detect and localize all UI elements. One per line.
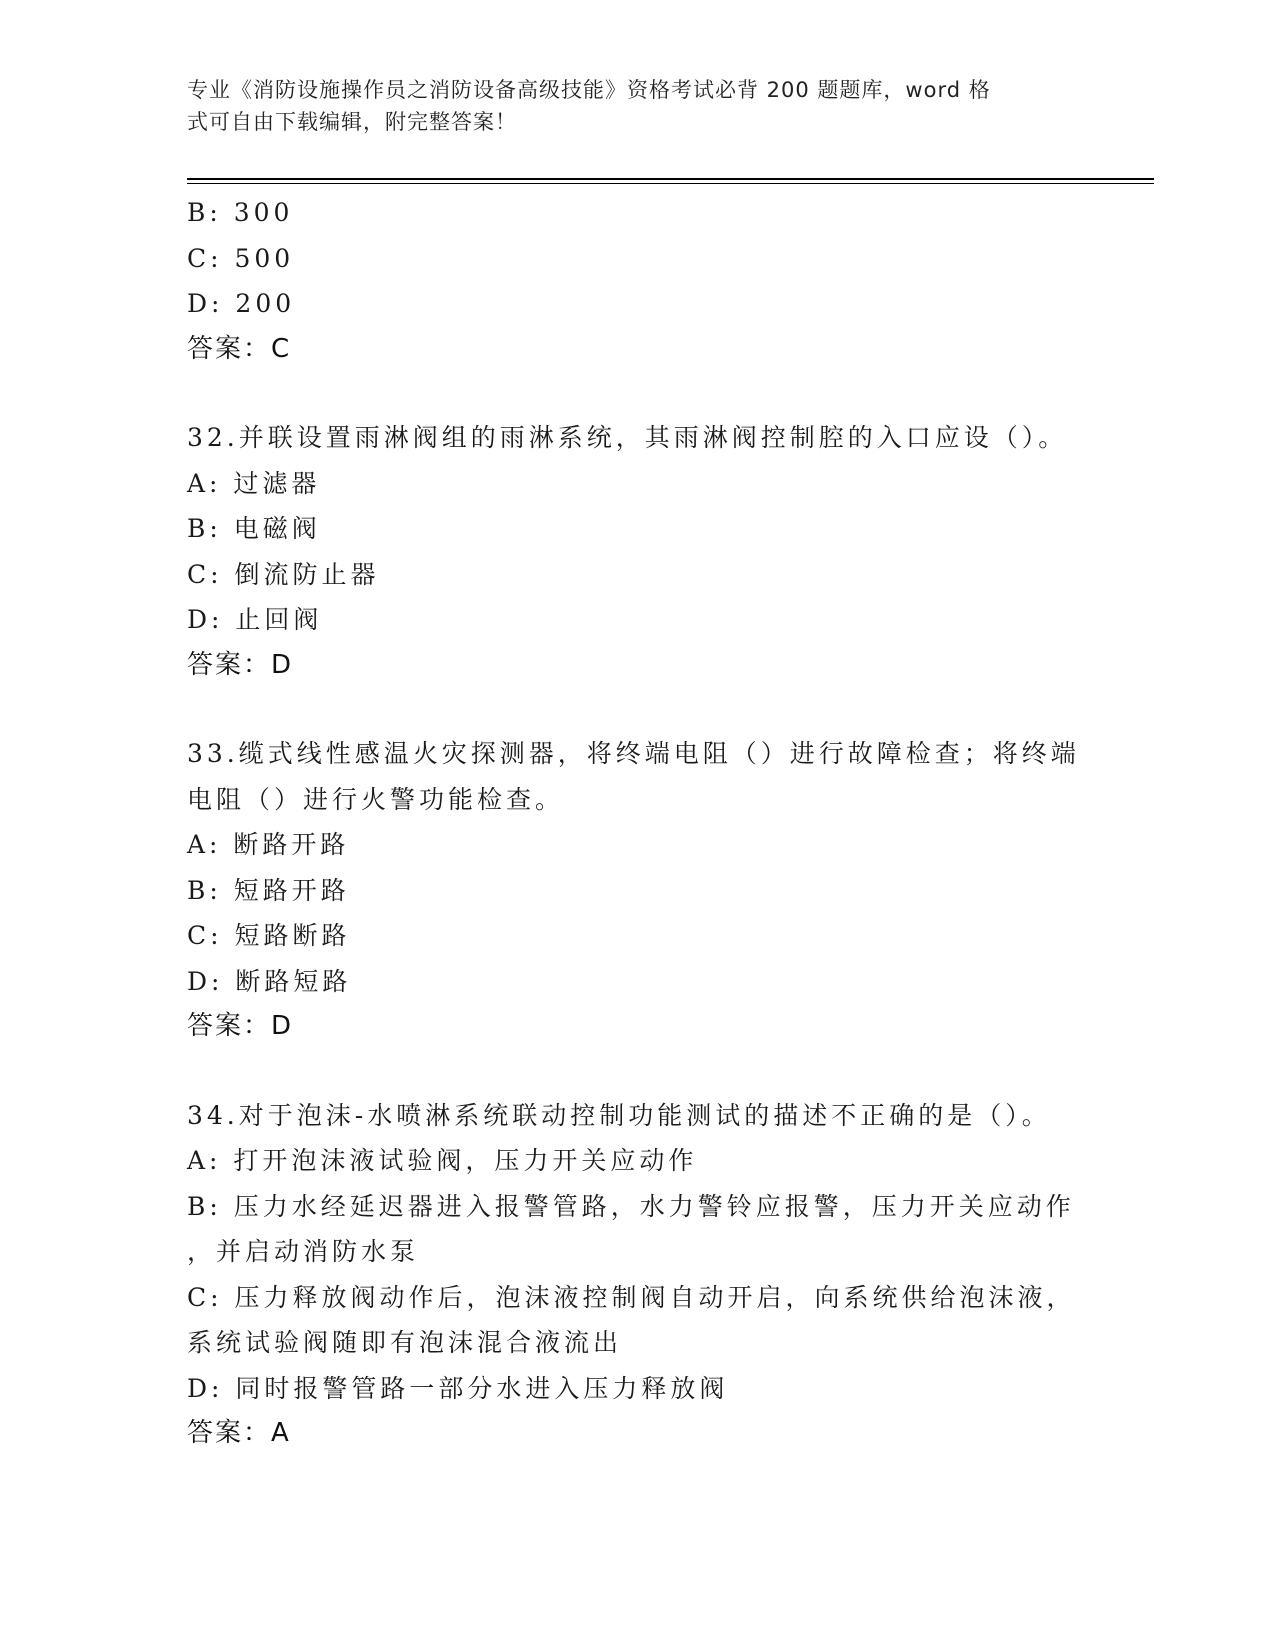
answer-line: 答案：A	[187, 1418, 291, 1448]
header-divider-thin	[187, 183, 1154, 184]
option-line: C: 短路断路	[187, 921, 351, 950]
question-block-34	[187, 1093, 1087, 1457]
option-line: C: 倒流防止器	[187, 559, 380, 589]
option-line: D: 止回阀	[187, 605, 323, 634]
option-line: A: 断路开路	[187, 830, 350, 859]
question-text-continued: 电阻（）进行火警功能检查。	[187, 784, 565, 814]
option-line: B: 短路开路	[187, 875, 350, 905]
option-line: B: 电磁阀	[187, 514, 321, 543]
answer-line: 答案：D	[187, 1011, 294, 1041]
option-line: C: 压力释放阀动作后，泡沫液控制阀自动开启，向系统供给泡沫液，	[187, 1282, 1076, 1312]
option-line: A: 过滤器	[187, 468, 321, 498]
option-line: A: 打开泡沫液试验阀，压力开关应动作	[187, 1146, 698, 1175]
question-block-32	[187, 415, 1087, 688]
answer-line: 答案：D	[187, 649, 294, 680]
question-block-33	[187, 731, 1087, 1050]
option-line: C: 500	[187, 243, 295, 273]
question-text: 34.对于泡沫-水喷淋系统联动控制功能测试的描述不正确的是（）。	[187, 1100, 1051, 1130]
question-text: 32.并联设置雨淋阀组的雨淋系统，其雨淋阀控制腔的入口应设（）。	[187, 423, 1068, 452]
option-line: D: 200	[187, 289, 296, 318]
option-line-continued: 系统试验阀随即有泡沫混合液流出	[187, 1328, 623, 1357]
option-line: D: 断路短路	[187, 966, 352, 996]
header-line-2: 式可自由下载编辑，附完整答案！	[187, 110, 517, 134]
document-header	[187, 74, 1067, 138]
header-divider-thick	[187, 178, 1154, 180]
option-line: D: 同时报警管路一部分水进入压力释放阀	[187, 1373, 729, 1403]
question-block-31	[187, 190, 1087, 372]
option-line-continued: ，并启动消防水泵	[187, 1237, 420, 1266]
option-line: B: 压力水经延迟器进入报警管路，水力警铃应报警，压力开关应动作	[187, 1191, 1075, 1221]
header-line-1: 专业《消防设施操作员之消防设备高级技能》资格考试必背 200 题题库，word 格	[187, 78, 991, 102]
question-list	[187, 190, 1087, 1457]
question-text: 33.缆式线性感温火灾探测器，将终端电阻（）进行故障检查；将终端	[187, 739, 1080, 768]
option-line: B: 300	[187, 198, 294, 227]
answer-line: 答案：C	[187, 333, 292, 364]
